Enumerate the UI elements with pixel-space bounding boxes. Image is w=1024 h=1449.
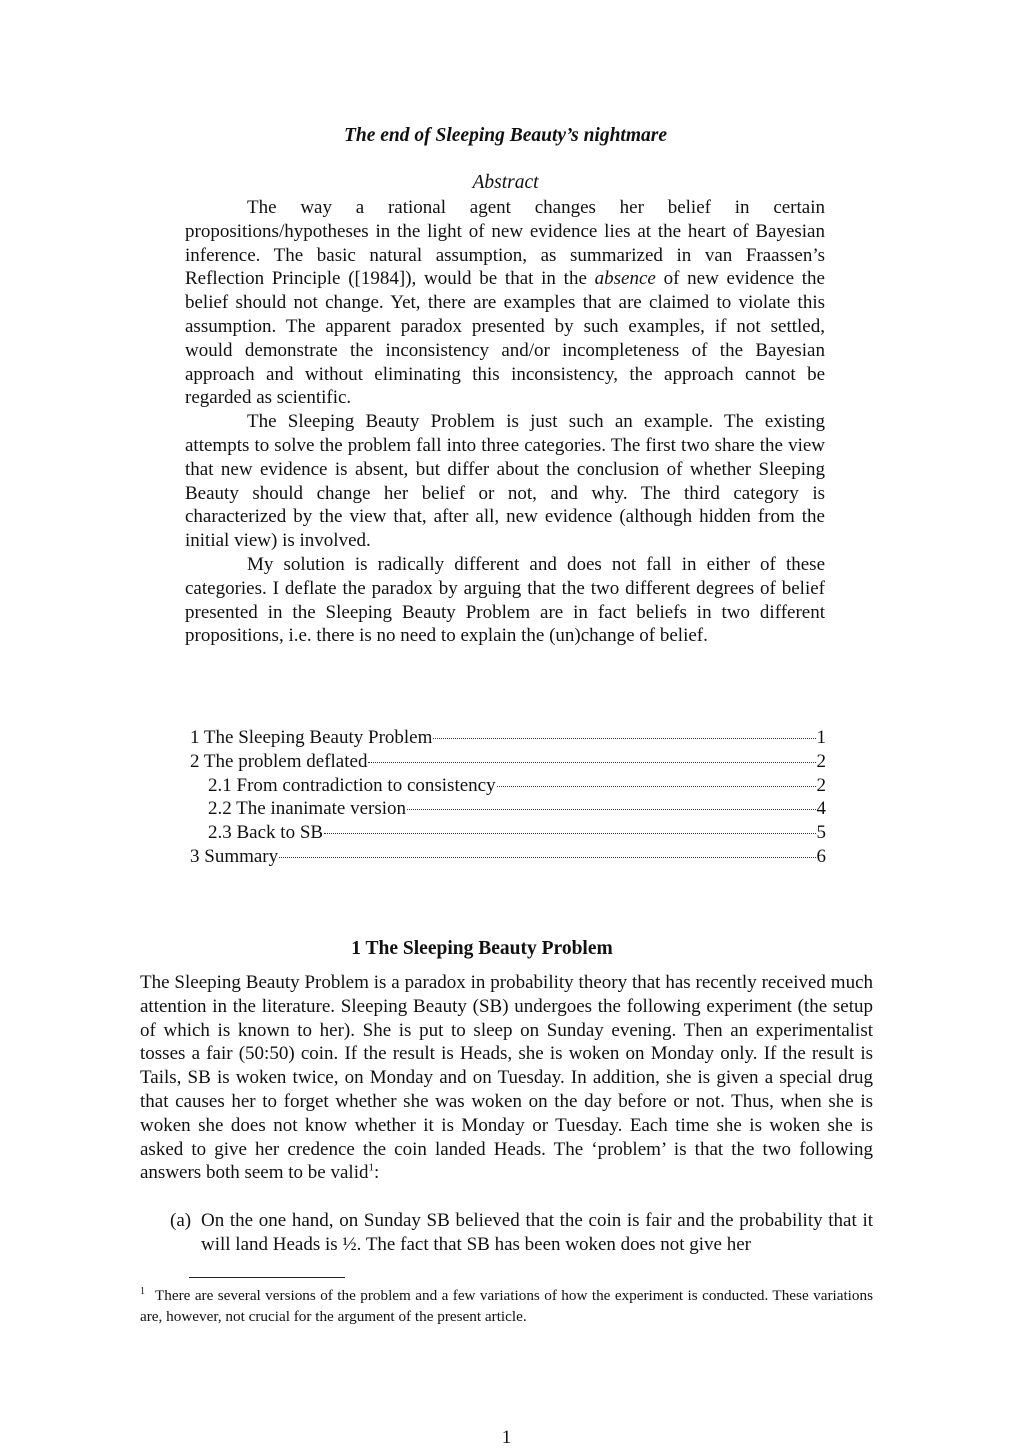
footnote-reference[interactable]: 1: [368, 1162, 374, 1175]
toc-entry-page: 1: [816, 727, 826, 748]
toc-leader-dots: [497, 785, 816, 787]
paper-title: The end of Sleeping Beauty’s nightmare: [343, 125, 668, 146]
toc-entry-2[interactable]: [190, 750, 826, 774]
toc-entry-2-2[interactable]: [190, 797, 826, 821]
toc-entry-page: 5: [816, 822, 826, 844]
toc-entry-page: 4: [816, 798, 826, 820]
toc-entry-label: 2 The problem deflated: [190, 750, 368, 772]
toc-entry-label: 2.2 The inanimate version: [208, 798, 407, 820]
toc-entry-label: 1 The Sleeping Beauty Problem: [190, 727, 433, 748]
list-item-text: On the one hand, on Sunday SB believed that the coin is fair and the probability that it will land Heads is ½. The fact that SB has been woken does not give her: [201, 1210, 873, 1255]
page-number: 1: [501, 1427, 512, 1448]
footnote: [140, 1285, 873, 1327]
abstract-p1-head: The way a rational agent changes her belief in certain propositions/hypotheses in the light of new evidence lies at the heart of Bayesian inference. The basic natural assumption, as summarized in van Fraassen’s Reflection Principle ([1984]), would be that in the: [185, 197, 825, 290]
abstract-emphasis: absence: [594, 268, 656, 290]
footnote-mark: 1: [140, 1285, 145, 1297]
toc-entry-3[interactable]: [190, 845, 826, 869]
toc-leader-dots: [324, 832, 815, 834]
toc-entry-page: 6: [816, 845, 826, 867]
abstract-paragraph-2: The Sleeping Beauty Problem is just such an example. The existing attempts to solve the problem fall into three categories. The first two share the view that new evidence is absent, but differ about the conclusion of whether Sleeping Beauty should change her belief or not, and why. The third category is characterized by the view that, after all, new evidence (although hidden from the initial view) is involved.: [185, 411, 825, 552]
toc-entry-page: 2: [816, 750, 826, 772]
toc-entry-1[interactable]: [190, 726, 826, 750]
section-heading: 1 The Sleeping Beauty Problem: [351, 938, 613, 959]
footnote-divider: [189, 1277, 345, 1278]
section-body: [140, 971, 873, 1185]
section-paragraph: [140, 971, 873, 1185]
abstract-paragraph-3: My solution is radically different and does not fall in either of these categories. I deflate the paradox by arguing that the two different degrees of belief presented in the Sleeping Beauty Problem are in fact beliefs in two different propositions, i.e. there is no need to explain the (un)change of belief.: [185, 553, 825, 647]
toc-leader-dots: [279, 856, 815, 858]
abstract-heading: Abstract: [472, 172, 539, 193]
toc-entry-label: 2.3 Back to SB: [208, 822, 324, 844]
toc-entry-2-3[interactable]: [190, 821, 826, 845]
footnote-text: There are several versions of the problem and a few variations of how the experiment is conducted. These variations are, however, not crucial for the argument of the present article.: [140, 1287, 873, 1325]
abstract-paragraph-1: [185, 196, 825, 410]
toc-entry-2-1[interactable]: [190, 774, 826, 798]
toc-entry-label: 3 Summary: [190, 845, 279, 867]
toc-entry-label: 2.1 From contradiction to consistency: [208, 774, 496, 796]
table-of-contents: [190, 726, 826, 869]
toc-leader-dots: [407, 808, 815, 810]
toc-leader-dots: [433, 737, 815, 739]
section-paragraph-end: :: [373, 1162, 380, 1184]
abstract-p1-tail: of new evidence the belief should not change. Yet, there are examples that are claimed to violate this assumption. The apparent paradox presented by such examples, if not settled, would demonstrate the inconsistency and/or incompleteness of the Bayesian approach and without eliminating this inconsistency, the approach cannot be regarded as scientific.: [185, 268, 825, 409]
toc-entry-page: 2: [816, 774, 826, 796]
abstract-body: [185, 196, 825, 648]
section-paragraph-text: The Sleeping Beauty Problem is a paradox in probability theory that has recently received much attention in the literature. Sleeping Beauty (SB) undergoes the following experiment (the setup of which is known to her). She is put to sleep on Sunday evening. Then an experimentalist tosses a fair (50:50) coin. If the result is Heads, she is woken on Monday only. If the result is Tails, SB is woken twice, on Monday and on Tuesday. In addition, she is given a special drug that causes her to forget whether she was woken on the day before or not. Thus, when she is woken she does not know whether it is Monday or Tuesday. Each time she is woken she is asked to give her credence the coin landed Heads. The ‘problem’ is that the two following answers both seem to be valid: [140, 972, 873, 1184]
list-item-label: (a): [170, 1210, 192, 1231]
toc-leader-dots: [368, 761, 815, 763]
list-item: [170, 1209, 873, 1257]
